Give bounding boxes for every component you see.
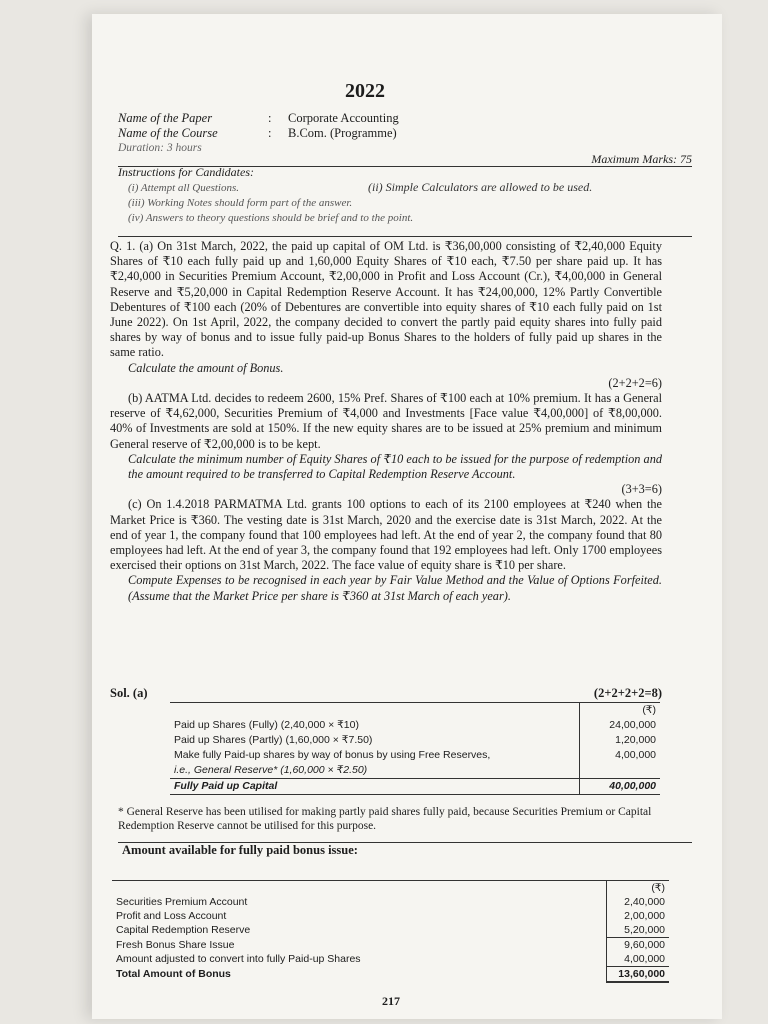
table-row: Paid up Shares (Partly) (1,60,000 × ₹7.50) 1,20,000	[170, 733, 660, 748]
instruction-i: (i) Attempt all Questions.	[128, 182, 240, 194]
question-1a-marks: (2+2+2=6)	[608, 375, 662, 390]
bonus-table	[112, 880, 669, 983]
question-1c-task: Compute Expenses to be recognised in each year by Fair Value Method and the Value of Options Forfeited. (Assume that the Market Price per share is ₹360 at 31st March of each year).	[128, 573, 662, 603]
question-1c-marks: (2+2+2+2=8)	[593, 686, 662, 700]
instructions-title: Instructions for Candidates:	[118, 165, 255, 179]
table-row: Capital Redemption Reserve 5,20,000	[112, 923, 669, 938]
table-total-row: Total Amount of Bonus 13,60,000	[112, 967, 669, 983]
question-1b: (b) AATMA Ltd. decides to redeem 2600, 15% Pref. Shares of ₹100 each at 10% premium. It has a General reserve of ₹4,62,000, Securities Premium of ₹4,000 and Investments [Face value ₹4,00,000] of ₹8,00,000. 40% of Investments are sold at 150%. If the new equity shares are to be issued at 25% premium and minimum General reserve of ₹2,00,000 is to be kept.	[110, 391, 662, 451]
course-label: Name of the Course	[118, 126, 218, 140]
course-value: B.Com. (Programme)	[288, 126, 397, 140]
max-marks: Maximum Marks: 75	[591, 152, 692, 166]
footnote: * General Reserve has been utilised for making partly paid shares fully paid, because Securities Premium or Capital Redemption Reserve cannot be utilised for this purpose.	[118, 806, 652, 832]
table-row: Amount adjusted to convert into fully Paid-up Shares 4,00,000	[112, 952, 669, 967]
question-1c: (c) On 1.4.2018 PARMATMA Ltd. grants 100 options to each of its 2100 employees at ₹240 when the Market Price is ₹360. The vesting date is 31st March, 2020 and the exercise date is 31st March, 2022. At the end of year 1, the company found that 100 employees had left. At the end of year 2, the company found that 80 employees had left. At the end of year 3, the company found that 192 employees had left. Only 1700 employees exercised their options on 31st March, 2022. The face value of equity share is ₹10 per share.	[110, 497, 662, 573]
instruction-iv: (iv) Answers to theory questions should be brief and to the point.	[128, 212, 414, 224]
instruction-ii: (ii) Simple Calculators are allowed to be used.	[368, 180, 593, 194]
currency-header: (₹)	[607, 881, 670, 896]
page-number: 217	[382, 994, 400, 1008]
table-row: Fresh Bonus Share Issue 9,60,000	[112, 938, 669, 953]
question-1b-task: Calculate the minimum number of Equity Shares of ₹10 each to be issued for the purpose of redemption and the amount required to be transferred to Capital Redemption Reserve Account.	[128, 451, 662, 482]
solution-heading	[110, 686, 662, 701]
currency-header: (₹)	[580, 703, 661, 719]
exam-year: 2022	[345, 80, 385, 102]
question-1a: Q. 1. (a) On 31st March, 2022, the paid up capital of OM Ltd. is ₹36,00,000 consisting of ₹2,40,000 Equity Shares of ₹10 each fully paid up and 1,60,000 Equity Shares of ₹10 each, ₹7.50 per share paid up. It has ₹2,40,000 in Securities Premium Account, ₹2,00,000 in Profit and Loss Account (Cr.), ₹4,00,000 in General Reserve and ₹5,20,000 in Capital Redemption Reserve Account. It has ₹24,00,000, 12% Partly Convertible Debentures of ₹100 each (20% of Debentures are convertible into equity shares of ₹10 each fully paid on 1st June 2022). On 1st April, 2022, the company decided to convert the partly paid equity shares into fully paid shares by way of bonus and to issue fully paid-up Bonus Shares to the holders of fully paid up shares in the same ratio.	[110, 239, 662, 360]
book-page	[92, 14, 722, 1019]
table-row: Securities Premium Account 2,40,000	[112, 895, 669, 909]
question-1b-marks: (3+3=6)	[621, 482, 662, 497]
available-heading: Amount available for fully paid bonus issue:	[122, 843, 358, 857]
question-1a-task: Calculate the amount of Bonus.	[128, 360, 284, 375]
paper-meta: Name of the Paper : Corporate Accounting Name of the Course : B.Com. (Programme) Duration: 3 hours	[118, 111, 399, 154]
divider	[118, 236, 692, 237]
instructions	[118, 165, 698, 226]
paper-label: Name of the Paper	[118, 111, 213, 125]
table-row: Paid up Shares (Fully) (2,40,000 × ₹10) 24,00,000	[170, 718, 660, 733]
paper-value: Corporate Accounting	[288, 111, 399, 125]
solution-label: Sol. (a)	[110, 686, 148, 700]
table-row: Profit and Loss Account 2,00,000	[112, 909, 669, 923]
instruction-iii: (iii) Working Notes should form part of the answer.	[128, 197, 353, 209]
duration: Duration: 3 hours	[118, 142, 202, 154]
table-total-row: Fully Paid up Capital 40,00,000	[170, 779, 660, 795]
table-row: Make fully Paid-up shares by way of bonus by using Free Reserves, 4,00,000	[170, 748, 660, 763]
table-row: i.e., General Reserve* (1,60,000 × ₹2.50)	[170, 763, 660, 779]
question-body	[110, 239, 662, 604]
capital-table	[170, 702, 660, 795]
